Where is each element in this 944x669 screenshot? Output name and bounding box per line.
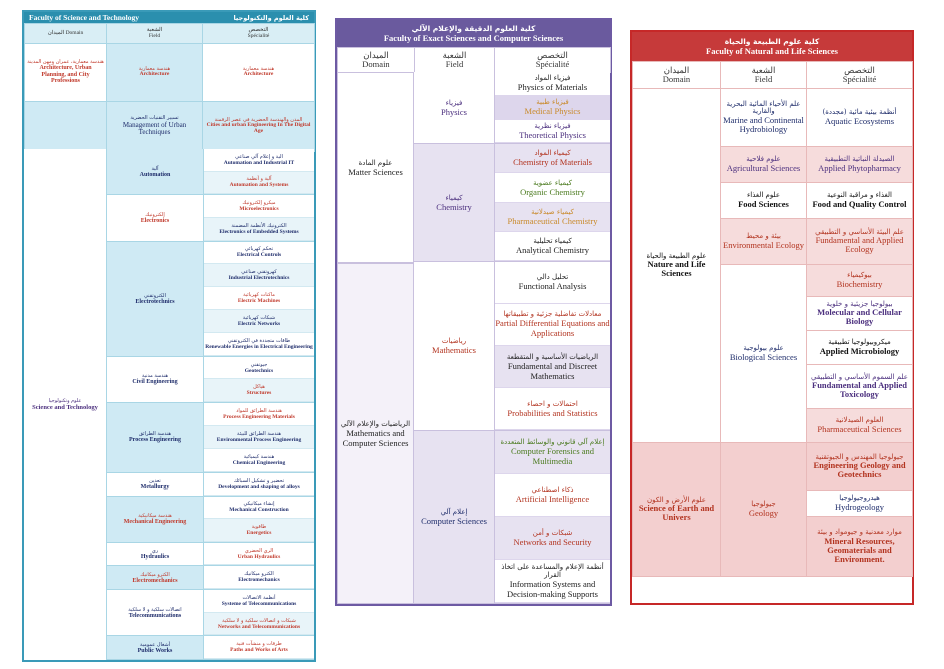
spec-ar: احتمالات و احصاء	[527, 399, 578, 408]
spec-ar: آلية و أنظمة	[246, 176, 272, 183]
spec-column	[204, 403, 314, 472]
spec-en: Analytical Chemistry	[516, 244, 589, 255]
field-cell: هندسة معمارية Architecture	[107, 44, 203, 102]
spec-cell: موارد معدنية و جيومواد و بيئة Mineral Resources, Geomaterials and Environment.	[807, 517, 913, 577]
table-header	[25, 24, 315, 44]
field-cell: علوم فلاحية Agricultural Sciences	[721, 147, 807, 183]
spec-cell	[204, 357, 314, 380]
field-ar: هندسة ميكانيكية	[138, 513, 172, 520]
field-ar: رياضيات	[441, 336, 467, 345]
spec-ar: شبكات كهربائية	[242, 314, 276, 321]
spec-ar: ماكنات كهربائية	[243, 292, 275, 299]
spec-ar: طرقات و منشآت فنية	[236, 641, 282, 648]
specialty-table	[24, 23, 315, 152]
spec-en: Automation and Industrial IT	[223, 159, 295, 166]
field-group-math	[414, 262, 610, 432]
field-en: Mechanical Engineering	[123, 519, 187, 526]
spec-en: Energetics	[246, 530, 272, 536]
spec-en: Fundamental and Discreet Mathematics	[507, 360, 598, 381]
field-en: Electronics	[140, 217, 170, 224]
spec-en: Pharmaceutical Chemistry	[507, 215, 598, 226]
field-cell	[107, 473, 204, 496]
title-en: Faculty of Exact Sciences and Computer Sciences	[383, 33, 564, 43]
field-ar: أشغال عمومية	[139, 641, 171, 648]
spec-cell	[204, 613, 314, 636]
field-en: Telecommunications	[128, 612, 182, 619]
spec-en: Electromechanics	[238, 577, 280, 584]
spec-cell	[495, 72, 610, 96]
field-cell	[107, 497, 204, 542]
spec-en: Renewable Energies in Electrical Engineering	[205, 343, 313, 350]
nls-table	[632, 88, 913, 577]
spec-ar: الكترو ميكانيك	[244, 571, 274, 578]
spec-en: Urban Hydraulics	[237, 553, 281, 560]
field-row	[107, 473, 314, 497]
spec-cell: المدن والهندسة الحضرية في عصر الرقمنة Cities and urban Engineering In The Digital Age	[203, 102, 315, 152]
field-en: Electromechanics	[132, 577, 178, 584]
spec-cell	[204, 519, 314, 542]
field-ar: فيزياء	[445, 98, 463, 107]
spec-column	[495, 262, 610, 431]
field-cell	[107, 403, 204, 472]
spec-cell	[204, 287, 314, 310]
field-cell	[107, 566, 204, 589]
field-ar: اتصالات سلكية و لا سلكية	[128, 606, 182, 613]
field-en: Mathematics	[432, 344, 476, 355]
field-en: Metallurgy	[140, 484, 170, 491]
field-ar: تعدين	[149, 478, 161, 485]
spec-cell	[495, 346, 610, 388]
domain-cell: علوم وتكنولوجيا Science and Technology	[24, 149, 107, 660]
field-row	[107, 195, 314, 241]
spec-ar: كيمياء المواد	[534, 149, 571, 158]
spec-en: Systeme of Telecommunications	[221, 600, 297, 607]
spec-cell	[495, 304, 610, 346]
spec-ar: شبكات و اتصالات سلكية و لا سلكية	[222, 617, 296, 624]
title-ar: كلية علوم الطبيعة والحياة	[724, 37, 820, 46]
natural-life-panel	[630, 30, 914, 605]
title-en: Faculty of Natural and Life Sciences	[706, 46, 838, 56]
field-ar: هندسة الطرائق	[139, 431, 171, 438]
spec-column	[204, 242, 314, 356]
spec-column	[204, 497, 314, 542]
spec-en: Electronics of Embedded Systems	[219, 228, 299, 235]
table-header	[633, 62, 913, 89]
spec-cell	[495, 144, 610, 173]
field-cell	[107, 543, 204, 566]
field-row	[107, 497, 314, 543]
spec-column	[204, 566, 314, 589]
spec-cell	[204, 497, 314, 520]
spec-ar: فيزياء نظرية	[534, 122, 571, 131]
spec-ar: طاقوية	[251, 524, 267, 530]
field-row	[107, 566, 314, 590]
sci-tech-domain	[24, 149, 314, 660]
field-en: Chemistry	[436, 201, 472, 212]
field-cell	[414, 72, 495, 143]
spec-ar: تحكم كهربائي	[244, 246, 274, 253]
spec-cell: ميكروبيولوجيا تطبيقية Applied Microbiology	[807, 331, 913, 365]
field-en: Civil Engineering	[132, 379, 178, 386]
field-ar: ري	[151, 548, 159, 555]
field-cell: تسيير التقنيات الحضرية Management of Urban Techniques	[107, 102, 203, 152]
spec-column	[204, 473, 314, 496]
spec-ar: إعلام آلي قانوني والوسائط المتعددة	[500, 438, 605, 447]
spec-cell	[495, 388, 610, 430]
spec-en: Process Engineering Materials	[223, 414, 295, 420]
spec-en: Medical Physics	[524, 106, 581, 117]
spec-ar: كيمياء صيدلانية	[531, 207, 574, 216]
spec-ar: كيمياء تحليلية	[533, 236, 572, 245]
spec-cell	[495, 517, 610, 560]
spec-cell	[204, 333, 314, 356]
spec-cell: العلوم الصيدلانية Pharmaceutical Sciences	[807, 409, 913, 443]
spec-cell: الغذاء و مراقبة النوعية Food and Quality Control	[807, 183, 913, 219]
field-cell	[414, 144, 495, 260]
field-column	[414, 72, 610, 604]
spec-cell	[495, 560, 610, 603]
specialty-table	[632, 61, 913, 89]
field-cell: بيئة و محيط Environmental Ecology	[721, 219, 807, 265]
spec-cell	[204, 242, 314, 265]
panel-title	[24, 12, 314, 23]
domain-cell	[25, 102, 107, 152]
spec-en: Information Systems and Decision-making Supports	[507, 579, 598, 600]
spec-cell	[204, 149, 314, 172]
spec-en: Artificial Intelligence	[515, 494, 590, 505]
field-row	[107, 543, 314, 567]
exact-sciences-panel	[335, 18, 612, 606]
field-row	[107, 590, 314, 636]
science-technology-panel	[22, 10, 316, 662]
spec-cell	[495, 203, 610, 232]
spec-cell	[204, 590, 314, 613]
field-ar: كيمياء	[445, 193, 463, 202]
spec-column	[204, 357, 314, 402]
spec-en: Electrical Controls	[236, 252, 282, 259]
field-cell	[107, 149, 204, 194]
field-en: Process Engineering	[128, 437, 182, 444]
spec-cell	[204, 403, 314, 426]
field-row	[107, 242, 314, 357]
field-ar: إلكترونيك	[145, 211, 165, 218]
spec-cell	[204, 379, 314, 402]
spec-cell: هيدروجيولوجيا Hydrogeology	[807, 491, 913, 517]
spec-ar: أنظمة الاتصالات	[242, 594, 276, 601]
spec-column	[204, 543, 314, 566]
field-cell	[107, 590, 204, 635]
spec-cell	[204, 218, 314, 241]
spec-en: Probabilities and Statistics	[507, 407, 598, 418]
spec-en: Functional Analysis	[518, 281, 587, 292]
spec-cell	[495, 120, 610, 144]
spec-en: Industrial Electrotechnics	[228, 275, 290, 282]
field-cell: جيولوجيا Geology	[721, 443, 807, 577]
spec-cell	[204, 636, 314, 659]
spec-cell	[204, 566, 314, 589]
domain-column	[337, 72, 414, 604]
spec-ar: كيمياء عضوية	[533, 178, 572, 187]
spec-en: Networks and Telecommunications	[217, 623, 301, 630]
spec-en: Microelectronics	[239, 206, 279, 213]
spec-cell: علم البيئة الأساسي و التطبيقي Fundamental and Applied Ecology	[807, 219, 913, 265]
table-row	[633, 89, 913, 147]
spec-cell: علم السموم الأساسي و التطبيقي Fundamental and Applied Toxicology	[807, 365, 913, 409]
field-row	[107, 403, 314, 473]
spec-ar: طاقات متجددة في الكتروتقني	[227, 337, 291, 344]
header-spec: التخصص Spécialité	[203, 24, 315, 44]
spec-ar: كهروتقني صناعي	[241, 269, 277, 276]
spec-cell	[495, 431, 610, 474]
domain-cell: علوم الأرض و الكون Science of Earth and Univers	[633, 443, 721, 577]
domain-cell: هندسة معمارية، عمران ومهن المدينة Architecture, Urban Planning, and City Professions	[25, 44, 107, 102]
spec-ar: إنشاء ميكانيكي	[243, 501, 275, 508]
panel-title	[337, 20, 610, 47]
spec-ar: هياكل	[253, 384, 265, 391]
spec-cell	[495, 262, 610, 304]
title-en: Faculty of Science and Technology	[29, 13, 140, 22]
spec-cell	[204, 449, 314, 472]
spec-cell: هندسة معمارية Architecture	[203, 44, 315, 102]
panel-title	[632, 32, 912, 61]
spec-column	[204, 636, 314, 659]
field-cell: علوم بيولوجية Biological Sciences	[721, 265, 807, 443]
field-cell	[107, 636, 204, 659]
spec-cell: بيوكيمياء Biochemistry	[807, 265, 913, 297]
spec-ar: شبكات و أمن	[532, 529, 573, 538]
domain-cell: علوم الطبيعة والحياة Nature and Life Sciences	[633, 89, 721, 443]
spec-en: Environmental Process Engineering	[216, 436, 302, 443]
spec-en: Electric Networks	[237, 320, 281, 327]
field-row	[107, 357, 314, 403]
table-row	[633, 443, 913, 491]
spec-cell	[204, 172, 314, 195]
spec-ar: تحضير و تشكيل السبائك	[233, 477, 285, 484]
field-en: Hydraulics	[140, 554, 170, 561]
spec-ar: هندسة الطرائق للمواد	[236, 408, 282, 414]
spec-en: Theoretical Physics	[519, 130, 586, 141]
field-cell	[107, 242, 204, 356]
spec-cell	[204, 543, 314, 566]
spec-ar: هندسة الطرائق للبيئة	[237, 430, 281, 437]
spec-en: Organic Chemistry	[520, 186, 585, 197]
p2-body	[337, 72, 610, 604]
field-en: Automation	[139, 171, 171, 178]
field-group-chemistry	[414, 144, 610, 261]
domain-matter: علوم المادة Matter Sciences	[337, 72, 414, 263]
spec-column	[204, 590, 314, 635]
field-group-physics	[414, 72, 610, 144]
field-ar: هندسة مدنية	[141, 373, 169, 380]
field-ar: الكترو ميكانيك	[140, 571, 170, 578]
field-en: Electrotechnics	[135, 298, 175, 305]
spec-ar: هندسة كيميائية	[243, 453, 275, 460]
spec-column	[495, 72, 610, 143]
spec-cell: بيولوجيا جزيئية و خلوية Molecular and Cellular Biology	[807, 297, 913, 331]
field-ar: إعلام آلي	[440, 508, 468, 517]
header-field: الشعبة Field	[415, 48, 495, 73]
header-spec: التخصص Spécialité	[495, 48, 611, 73]
header-field: الشعبة Field	[107, 24, 203, 44]
domain-math-cs: الرياضيات والإعلام الآلي Mathematics and Computer Sciences	[337, 263, 414, 604]
spec-en: Partial Differential Equations and Applications	[495, 318, 610, 339]
spec-en: Paths and Works of Arts	[230, 647, 288, 654]
table-row	[25, 102, 315, 152]
spec-en: Electric Machines	[237, 298, 281, 305]
spec-ar: أنظمة الإعلام والمساعدة على اتخاذ القرار	[501, 563, 604, 580]
spec-en: Structures	[246, 390, 272, 397]
spec-cell: أنظمة بيئية مائية (مجددة) Aquatic Ecosystems	[807, 89, 913, 147]
spec-en: Computer Forensics and Multimedia	[510, 446, 595, 467]
spec-column	[495, 144, 610, 260]
title-ar: كلية العلوم والتكنولوجيا	[233, 13, 309, 22]
spec-cell	[495, 173, 610, 202]
spec-en: Networks and Security	[513, 537, 592, 548]
spec-en: Physics of Materials	[517, 82, 588, 93]
spec-cell	[204, 195, 314, 218]
table-row	[25, 44, 315, 102]
field-cell	[107, 357, 204, 402]
spec-ar: معادلات تفاضلية جزئية و تطبيقاتها	[503, 310, 602, 319]
spec-en: Chemical Engineering	[232, 459, 286, 466]
spec-en: Mechanical Construction	[229, 507, 289, 514]
spec-en: Development and shaping of alloys	[218, 483, 300, 490]
field-en: Computer Sciences	[421, 516, 487, 527]
spec-cell: الصيدلة النباتية التطبيقية Applied Phytopharmacy	[807, 147, 913, 183]
field-cell: علم الأحياء المائية البحرية والقارية Marine and Continental Hydrobiology	[721, 89, 807, 147]
field-cell	[107, 195, 204, 240]
field-cell: علوم الغذاء Food Sciences	[721, 183, 807, 219]
spec-ar: ميكرو إلكترونيك	[242, 200, 276, 207]
field-list	[107, 149, 314, 660]
spec-ar: فيزياء المواد	[534, 74, 571, 83]
field-en: Physics	[441, 106, 467, 117]
spec-cell	[204, 473, 314, 496]
spec-cell	[204, 264, 314, 287]
spec-ar: الية و إعلام آلي صناعي	[235, 153, 283, 160]
spec-cell	[204, 310, 314, 333]
spec-en: Chemistry of Materials	[513, 157, 592, 168]
spec-en: Automation and Systems	[229, 182, 289, 189]
field-ar: الكتروتقني	[144, 292, 166, 299]
header-field: الشعبة Field	[721, 62, 807, 89]
spec-ar: الرياضيات الأساسية و المتقطعة	[506, 352, 599, 361]
spec-column	[495, 431, 610, 603]
spec-column	[204, 195, 314, 240]
spec-ar: ذكاء اصطناعي	[531, 486, 574, 495]
spec-en: Geotechnics	[244, 367, 274, 374]
header-domain: الميدان Domain	[338, 48, 415, 73]
field-cell	[414, 262, 495, 431]
field-cell	[414, 431, 495, 603]
spec-ar: جيوتقني	[250, 361, 268, 368]
field-row	[107, 149, 314, 195]
specialty-table	[337, 47, 611, 73]
field-group-cs	[414, 431, 610, 604]
field-row	[107, 636, 314, 660]
field-en: Public Works	[137, 647, 173, 654]
spec-cell	[495, 96, 610, 120]
header-domain: الميدان Domain	[633, 62, 721, 89]
header-spec: التخصص Spécialité	[807, 62, 913, 89]
spec-cell	[495, 474, 610, 517]
spec-ar: فيزياء طبية	[536, 98, 569, 107]
header-domain: الميدان Domain	[25, 24, 107, 44]
spec-cell: جيولوجيا المهندس و الجيوتقنية Engineering Geology and Geotechnics	[807, 443, 913, 491]
field-ar: آلية	[151, 165, 159, 172]
spec-ar: الري الحضري	[244, 547, 274, 554]
table-header	[338, 48, 611, 73]
spec-column	[204, 149, 314, 194]
spec-cell	[495, 232, 610, 261]
spec-ar: الكترونيك الأنظمة المضمنة	[231, 222, 287, 229]
spec-ar: تحليل دالي	[536, 273, 569, 282]
spec-cell	[204, 426, 314, 449]
title-ar: كلية العلوم الدقيقة والإعلام الآلي	[411, 24, 536, 33]
